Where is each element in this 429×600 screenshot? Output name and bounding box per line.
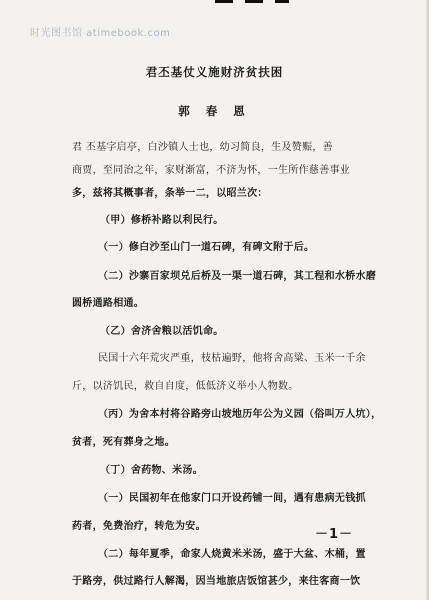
body-line: 多，兹将其概事者，条举一二，以昭兰次： — [72, 188, 268, 199]
body-line: 于路旁，供过路行人解渴，因当地旅店饭馆甚少，来往客商一饮 — [72, 576, 361, 587]
site-watermark: 时光图书馆 atimebook.com — [30, 28, 171, 39]
body-line: 药者，免费治疗，转危为安。 — [72, 521, 206, 532]
body-line: 商贾，至同治之年，家财渐富，不济为怀，一生所作慈善事业 — [72, 165, 351, 176]
body-line: 斤，以济饥民，救自自度，低低济义举小人物数。 — [72, 381, 299, 392]
section-heading: （丁）舍药物、米汤。 — [100, 465, 203, 476]
body-line: 圆桥通路相通。 — [72, 298, 145, 309]
top-edge-mark — [245, 0, 263, 3]
body-line: 民国十六年荒灾严重，枝枯遍野，他将舍高粱、玉米一千余 — [98, 353, 366, 364]
section-heading: （乙）舍济舍粮以活饥命。 — [100, 326, 224, 337]
top-edge-mark — [215, 0, 233, 3]
page-number: －1－ — [315, 527, 354, 542]
top-edge-mark — [275, 0, 289, 3]
document-title: 君丕基仗义施财济贫扶困 — [145, 65, 284, 79]
section-heading: （甲）修桥补路以利民行。 — [100, 215, 224, 226]
body-line: （二）沙寨百家坝兑后桥及一渠一道石碑，其工程和水桥水磨 — [98, 271, 377, 282]
body-line: （二）每年夏季，命家人烧黄米米汤，盛于大盆、木桶，置 — [98, 549, 366, 560]
author-name: 郭 春 恩 — [178, 104, 251, 118]
body-line: （一）民国初年在他家门口开设药铺一间，遇有患病无钱抓 — [98, 493, 366, 504]
section-heading: （丙）为舍本村将谷路旁山坡地历年公为义园（俗叫万人坑）， — [98, 409, 382, 420]
body-line: 贫者，死有葬身之地。 — [72, 437, 175, 448]
body-line: 君 丕基字启亭，白沙镇人士也，幼习简良，生及赞赈，善 — [72, 142, 333, 153]
body-line: （一）修白沙至山门一道石碑，有碑文附于后。 — [98, 242, 315, 253]
